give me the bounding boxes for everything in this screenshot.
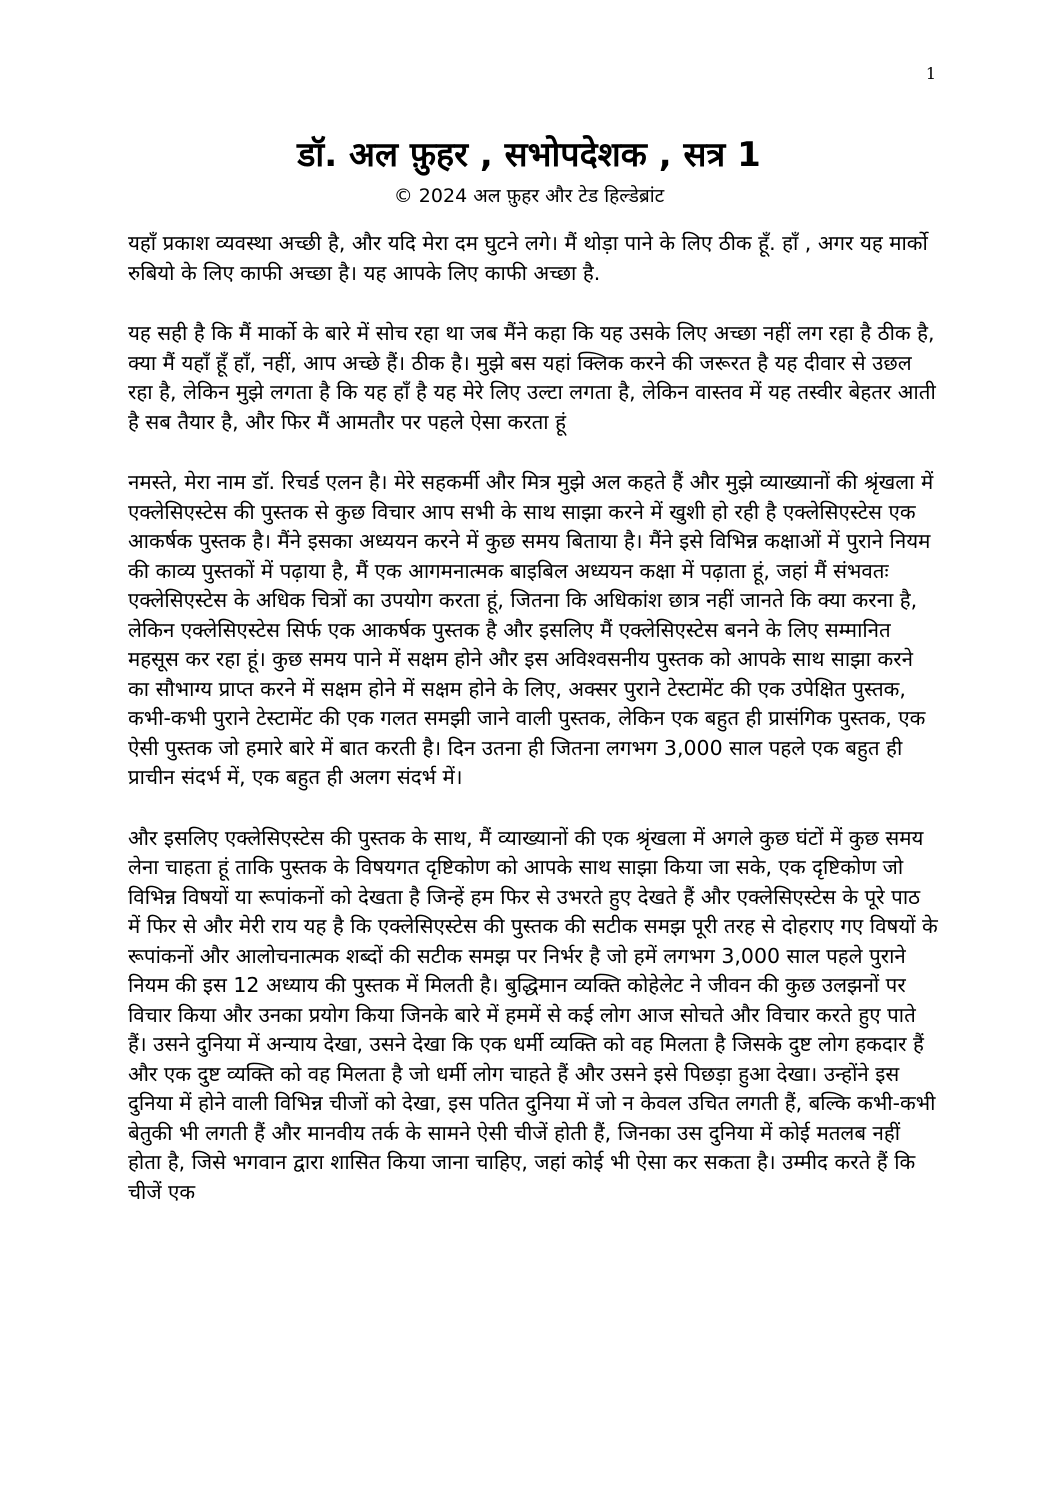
paragraph-4: और इसलिए एक्लेसिएस्टेस की पुस्तक के साथ, मैं व्याख्यानों की एक श्रृंखला में अगले कुछ घंटों में कुछ समय लेना चाहता हूं ताकि पुस्तक के विषयगत दृष्टिकोण को आपके साथ साझा किया जा सके, एक दृष्टिकोण जो विभिन्न विषयों या रूपांकनों को देखता है जिन्हें हम फिर से उभरते हुए देखते हैं और एक्लेसिएस्टेस के पूरे पाठ में फिर से और मेरी राय यह है कि एक्लेसिएस्टेस की पुस्तक की सटीक समझ पूरी तरह से दोहराए गए विषयों के रूपांकनों और आलोचनात्मक शब्दों की सटीक समझ पर निर्भर है जो हमें लगभग 3,000 साल पहले पुराने नियम की इस 12 अध्याय की पुस्तक में मिलती है। बुद्धिमान व्यक्ति कोहेलेट ने जीवन की कुछ उलझनों पर विचार किया और उनका प्रयोग किया जिनके बारे में हममें से कई लोग आज सोचते और विचार करते हुए पाते हैं। उसने दुनिया में अन्याय देखा, उसने देखा कि एक धर्मी व्यक्ति को वह मिलता है जिसके दुष्ट लोग हकदार हैं और एक दुष्ट व्यक्ति को वह मिलता है जो धर्मी लोग चाहते हैं और उसने इसे पिछड़ा हुआ देखा। उन्होंने इस दुनिया में होने वाली विभिन्न चीजों को देखा, इस पतित दुनिया में जो न केवल उचित लगती हैं, बल्कि कभी-कभी बेतुकी भी लगती हैं और मानवीय तर्क के सामने ऐसी चीजें होती हैं, जिनका उस दुनिया में कोई मतलब नहीं होता है, जिसे भगवान द्वारा शासित किया जाना चाहिए, जहां कोई भी ऐसा कर सकता है। उम्मीद करते हैं कि चीजें एक xyxy=(128,825,938,1204)
paragraph-1: यहाँ प्रकाश व्यवस्था अच्छी है, और यदि मेरा दम घुटने लगे। मैं थोड़ा पाने के लिए ठीक हूँ. हाँ , अगर यह मार्को रुबियो के लिए काफी अच्छा है। यह आपके लिए काफी अच्छा है. xyxy=(128,231,928,285)
page-title: डॉ. अल फ़ुहर , सभोपदेशक , सत्र 1 xyxy=(297,135,761,175)
page-number: 1 xyxy=(925,64,936,83)
body-text xyxy=(128,229,938,1238)
copyright-line: © 2024 अल फ़ुहर और टेड हिल्डेब्रांट xyxy=(393,185,665,207)
paragraph-2: यह सही है कि मैं मार्को के बारे में सोच रहा था जब मैंने कहा कि यह उसके लिए अच्छा नहीं लग रहा है ठीक है, क्या मैं यहाँ हूँ हाँ, नहीं, आप अच्छे हैं। ठीक है। मुझे बस यहां क्लिक करने की जरूरत है यह दीवार से उछल रहा है, लेकिन मुझे लगता है कि यह हाँ है यह मेरे लिए उल्टा लगता है, लेकिन वास्तव में यह तस्वीर बेहतर आती है सब तैयार है, और फिर मैं आमतौर पर पहले ऐसा करता हूं xyxy=(128,321,936,434)
paragraph-3: नमस्ते, मेरा नाम डॉ. रिचर्ड एलन है। मेरे सहकर्मी और मित्र मुझे अल कहते हैं और मुझे व्याख्यानों की श्रृंखला में एक्लेसिएस्टेस की पुस्तक से कुछ विचार आप सभी के साथ साझा करने में खुशी हो रही है एक्लेसिएस्टेस एक आकर्षक पुस्तक है। मैंने इसका अध्ययन करने में कुछ समय बिताया है। मैंने इसे विभिन्न कक्षाओं में पुराने नियम की काव्य पुस्तकों में पढ़ाया है, मैं एक आगमनात्मक बाइबिल अध्ययन कक्षा में पढ़ाता हूं, जहां मैं संभवतः एक्लेसिएस्टेस के अधिक चित्रों का उपयोग करता हूं, जितना कि अधिकांश छात्र नहीं जानते कि क्या करना है, लेकिन एक्लेसिएस्टेस सिर्फ एक आकर्षक पुस्तक है और इसलिए मैं एक्लेसिएस्टेस बनने के लिए सम्मानित महसूस कर रहा हूं। कुछ समय पाने में सक्षम होने और इस अविश्वसनीय पुस्तक को आपके साथ साझा करने का सौभाग्य प्राप्त करने में सक्षम होने में सक्षम होने के लिए, अक्सर पुराने टेस्टामेंट की एक उपेक्षित पुस्तक, कभी-कभी पुराने टेस्टामेंट की एक गलत समझी जाने वाली पुस्तक, लेकिन एक बहुत ही प्रासंगिक पुस्तक, एक ऐसी पुस्तक जो हमारे बारे में बात करती है। दिन उतना ही जितना लगभग 3,000 साल पहले एक बहुत ही प्राचीन संदर्भ में, एक बहुत ही अलग संदर्भ में। xyxy=(128,470,934,789)
